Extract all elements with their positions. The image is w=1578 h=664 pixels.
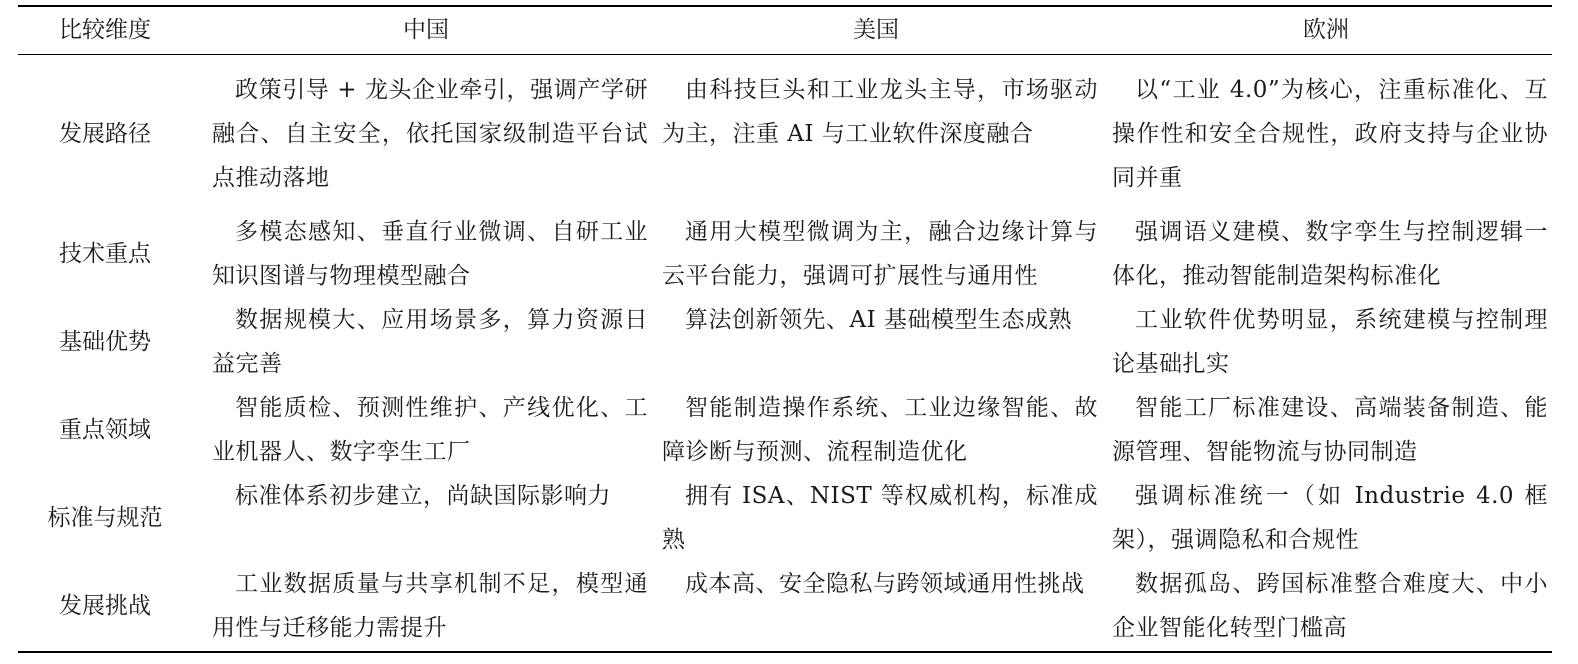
row-dimension: 发展路径 — [59, 121, 151, 147]
header-usa: 美国 — [853, 17, 899, 43]
cell-europe: 强调语义建模、数字孪生与控制逻辑一体化，推动智能制造架构标准化 — [1112, 219, 1548, 289]
cell-usa: 算法创新领先、AI 基础模型生态成熟 — [685, 307, 1073, 333]
table-top-rule — [18, 5, 1552, 7]
cell-china: 政策引导 + 龙头企业牵引，强调产学研融合、自主安全，依托国家级制造平台试点推动落地 — [212, 77, 648, 191]
table-bottom-rule — [18, 651, 1552, 653]
cell-china: 标准体系初步建立，尚缺国际影响力 — [235, 483, 611, 509]
row-dimension: 重点领域 — [59, 417, 151, 443]
cell-china: 数据规模大、应用场景多，算力资源日益完善 — [212, 307, 648, 377]
row-dimension: 技术重点 — [59, 241, 151, 267]
cell-europe: 工业软件优势明显，系统建模与控制理论基础扎实 — [1112, 307, 1548, 377]
row-dimension: 发展挑战 — [59, 593, 151, 619]
row-dimension: 基础优势 — [59, 329, 151, 355]
cell-usa: 由科技巨头和工业龙头主导，市场驱动为主，注重 AI 与工业软件深度融合 — [662, 77, 1098, 147]
cell-usa: 成本高、安全隐私与跨领域通用性挑战 — [685, 571, 1085, 597]
cell-usa: 智能制造操作系统、工业边缘智能、故障诊断与预测、流程制造优化 — [662, 395, 1098, 465]
cell-china: 工业数据质量与共享机制不足，模型通用性与迁移能力需提升 — [212, 571, 648, 641]
header-europe: 欧洲 — [1303, 17, 1349, 43]
cell-china: 智能质检、预测性维护、产线优化、工业机器人、数字孪生工厂 — [212, 395, 648, 465]
cell-usa: 拥有 ISA、NIST 等权威机构，标准成熟 — [662, 483, 1098, 553]
cell-europe: 以“工业 4.0”为核心，注重标准化、互操作性和安全合规性，政府支持与企业协同并重 — [1112, 77, 1548, 191]
row-dimension: 标准与规范 — [47, 505, 163, 531]
cell-europe: 强调标准统一（如 Industrie 4.0 框架），强调隐私和合规性 — [1112, 483, 1548, 553]
header-dimension: 比较维度 — [59, 17, 151, 43]
header-china: 中国 — [403, 17, 449, 43]
cell-europe: 智能工厂标准建设、高端装备制造、能源管理、智能物流与协同制造 — [1112, 395, 1548, 465]
cell-china: 多模态感知、垂直行业微调、自研工业知识图谱与物理模型融合 — [212, 219, 648, 289]
table-header-rule — [18, 54, 1552, 55]
cell-usa: 通用大模型微调为主，融合边缘计算与云平台能力，强调可扩展性与通用性 — [662, 219, 1098, 289]
cell-europe: 数据孤岛、跨国标准整合难度大、中小企业智能化转型门槛高 — [1112, 571, 1548, 641]
